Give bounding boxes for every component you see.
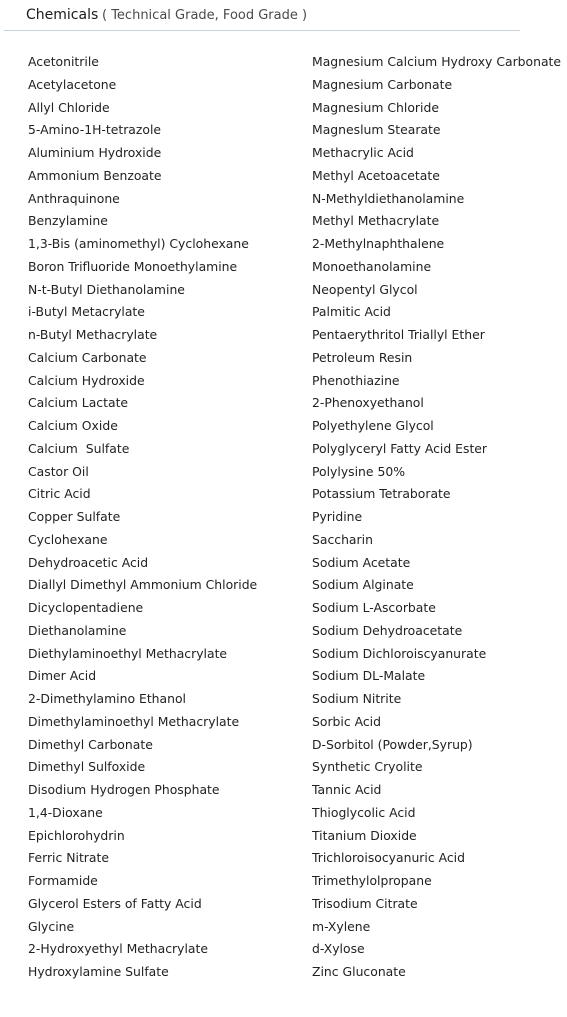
- chemical-item: Boron Trifluoride Monoethylamine: [28, 258, 238, 274]
- chemical-item: Aluminium Hydroxide: [28, 145, 162, 160]
- chemical-item: n-Butyl Methacrylate: [28, 327, 158, 342]
- chemical-item: Sodium Alginate: [312, 577, 414, 593]
- chemical-item: Sodium Nitrite: [312, 691, 402, 706]
- chemical-item: Calcium Oxide: [28, 418, 118, 433]
- chemical-item: Glycerol Esters of Fatty Acid: [28, 895, 202, 911]
- chemical-item: Dehydroacetic Acid: [28, 554, 149, 570]
- chemical-item: Magnesium Calcium Hydroxy Carbonate: [312, 54, 562, 69]
- chemical-item: Trisodium Citrate: [312, 895, 418, 911]
- chemical-item: Tannic Acid: [312, 782, 382, 797]
- chemical-item: Methacrylic Acid: [312, 145, 414, 160]
- chemical-item: Formamide: [28, 873, 98, 888]
- chemical-item: Pyridine: [312, 509, 363, 524]
- chemical-item: Calcium Sulfate: [28, 440, 130, 456]
- chemical-item: Acetonitrile: [28, 54, 99, 69]
- chemical-item: D-Sorbitol (Powder,Syrup): [312, 736, 473, 752]
- chemical-item: Pentaerythritol Triallyl Ether: [312, 327, 485, 342]
- chemical-item: 2-Dimethylamino Ethanol: [28, 691, 187, 706]
- chemical-list-right: [312, 51, 564, 984]
- chemical-item: Sodium L-Ascorbate: [312, 600, 436, 615]
- chemical-item: Dimethyl Carbonate: [28, 736, 153, 752]
- chemical-item: Monoethanolamine: [312, 258, 432, 274]
- chemical-item: Benzylamine: [28, 213, 108, 229]
- chemical-item: Petroleum Resin: [312, 349, 413, 365]
- chemical-item: Allyl Chloride: [28, 99, 110, 115]
- chemical-item: Diethanolamine: [28, 622, 127, 638]
- page-title: Chemicals: [26, 7, 99, 23]
- chemical-item: Dicyclopentadiene: [28, 600, 144, 615]
- chemical-item: 2-Hydroxyethyl Methacrylate: [28, 941, 208, 957]
- chemical-item: m-Xylene: [312, 918, 371, 934]
- chemical-item: Polyethylene Glycol: [312, 418, 434, 433]
- chemical-item: Dimethylaminoethyl Methacrylate: [28, 713, 240, 729]
- chemical-item: 5-Amino-1H-tetrazole: [28, 122, 162, 138]
- chemical-item: Potassium Tetraborate: [312, 486, 451, 502]
- chemical-item: Acetylacetone: [28, 76, 117, 92]
- chemical-item: Sodium DL-Malate: [312, 668, 426, 684]
- chemical-item: Synthetic Cryolite: [312, 759, 423, 775]
- chemical-item: Ammonium Benzoate: [28, 167, 162, 183]
- chemical-list-left: [28, 51, 298, 984]
- chemical-item: Sodium Dichloroiscyanurate: [312, 645, 487, 661]
- chemical-item: Methyl Acetoacetate: [312, 167, 440, 183]
- chemical-item: Sorbic Acid: [312, 713, 381, 729]
- page-subtitle: ( Technical Grade, Food Grade ): [102, 8, 308, 23]
- chemical-item: Thioglycolic Acid: [312, 804, 416, 820]
- chemical-item: Dimer Acid: [28, 668, 97, 684]
- chemical-item: Magneslum Stearate: [312, 122, 441, 138]
- chemical-item: Saccharin: [312, 531, 373, 547]
- chemical-item: Phenothiazine: [312, 372, 400, 388]
- chemical-item: Anthraquinone: [28, 190, 120, 206]
- chemical-item: Dimethyl Sulfoxide: [28, 759, 146, 775]
- chemical-item: Sodium Dehydroacetate: [312, 622, 463, 638]
- chemical-item: Citric Acid: [28, 486, 91, 502]
- chemical-item: 2-Methylnaphthalene: [312, 236, 445, 251]
- chemical-item: Sodium Acetate: [312, 554, 411, 570]
- chemical-item: Calcium Carbonate: [28, 349, 147, 365]
- chemical-item: Diallyl Dimethyl Ammonium Chloride: [28, 577, 258, 593]
- chemical-item: Castor Oil: [28, 463, 89, 479]
- page-header: [4, 0, 520, 31]
- chemical-item: Methyl Methacrylate: [312, 213, 440, 229]
- chemical-item: i-Butyl Metacrylate: [28, 304, 145, 320]
- chemical-item: Disodium Hydrogen Phosphate: [28, 782, 220, 797]
- chemical-item: Polyglyceryl Fatty Acid Ester: [312, 440, 488, 456]
- chemical-item: Palmitic Acid: [312, 304, 391, 320]
- chemical-item: d-Xylose: [312, 941, 365, 957]
- chemical-item: Magnesium Chloride: [312, 99, 439, 115]
- chemical-item: 1,3-Bis (aminomethyl) Cyclohexane: [28, 236, 249, 251]
- chemical-item: N-t-Butyl Diethanolamine: [28, 281, 185, 297]
- chemical-item: N-Methyldiethanolamine: [312, 190, 465, 206]
- chemical-item: Calcium Hydroxide: [28, 372, 145, 388]
- chemical-item: 1,4-Dioxane: [28, 804, 103, 820]
- chemical-item: Diethylaminoethyl Methacrylate: [28, 645, 228, 661]
- chemical-item: Hydroxylamine Sulfate: [28, 964, 169, 979]
- chemical-item: Magnesium Carbonate: [312, 76, 453, 92]
- chemical-item: Zinc Gluconate: [312, 964, 406, 979]
- chemical-item: Epichlorohydrin: [28, 827, 125, 843]
- chemical-item: Polylysine 50%: [312, 463, 406, 479]
- chemical-item: Glycine: [28, 918, 75, 934]
- chemical-item: Titanium Dioxide: [312, 827, 417, 843]
- chemical-item: 2-Phenoxyethanol: [312, 395, 424, 411]
- chemical-item: Cyclohexane: [28, 531, 108, 547]
- chemical-item: Trimethylolpropane: [312, 873, 432, 888]
- chemical-item: Ferric Nitrate: [28, 850, 109, 866]
- chemical-item: Calcium Lactate: [28, 395, 129, 411]
- chemical-item: Neopentyl Glycol: [312, 281, 418, 297]
- chemical-item: Copper Sulfate: [28, 509, 121, 524]
- chemical-item: Trichloroisocyanuric Acid: [312, 850, 465, 866]
